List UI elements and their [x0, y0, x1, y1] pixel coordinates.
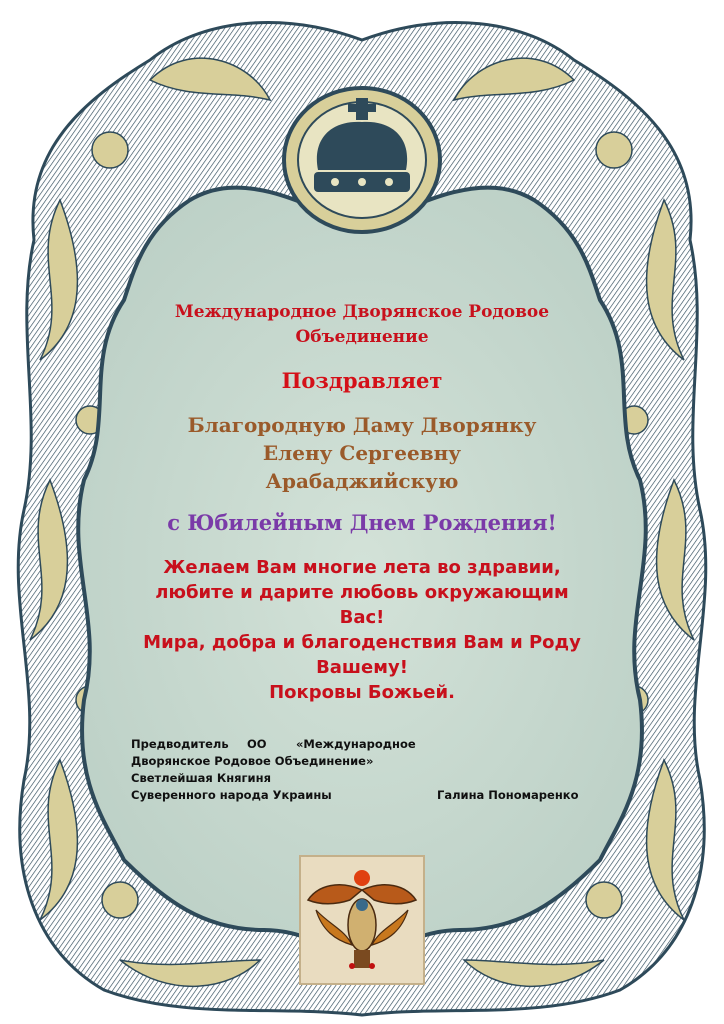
addressee-line-1: Благородную Даму Дворянку: [187, 413, 537, 437]
wish-line-4: Мира, добра и благоденствия Вам и Роду: [143, 632, 581, 653]
signatory-name: Галина Пономаренко: [437, 788, 579, 802]
signature-line-4: Суверенного народа Украины: [131, 788, 332, 802]
addressee-line-2: Елену Сергеевну: [262, 441, 462, 465]
wish-line-2: любите и дарите любовь окружающим: [155, 582, 569, 603]
signature-line-3: Светлейшая Княгиня: [131, 771, 271, 785]
organization-line-2: Объединение: [295, 327, 429, 347]
signature-line-2: Дворянское Родовое Объединение»: [131, 754, 374, 768]
wish-line-6: Покровы Божьей.: [269, 682, 455, 703]
signature-title-part-3: «Международное: [296, 737, 416, 751]
signature-title-part-2: ОО: [247, 737, 267, 751]
signature-title-part-1: Предводитель: [131, 737, 229, 751]
occasion-heading: с Юбилейным Днем Рождения!: [167, 510, 557, 535]
wish-line-5: Вашему!: [316, 657, 408, 678]
addressee-line-3: Арабаджийскую: [265, 469, 459, 493]
wish-line-3: Вас!: [339, 607, 385, 628]
organization-line-1: Международное Дворянское Родовое: [174, 302, 550, 322]
congratulates-heading: Поздравляет: [281, 368, 443, 393]
wish-line-1: Желаем Вам многие лета во здравии,: [163, 557, 561, 578]
